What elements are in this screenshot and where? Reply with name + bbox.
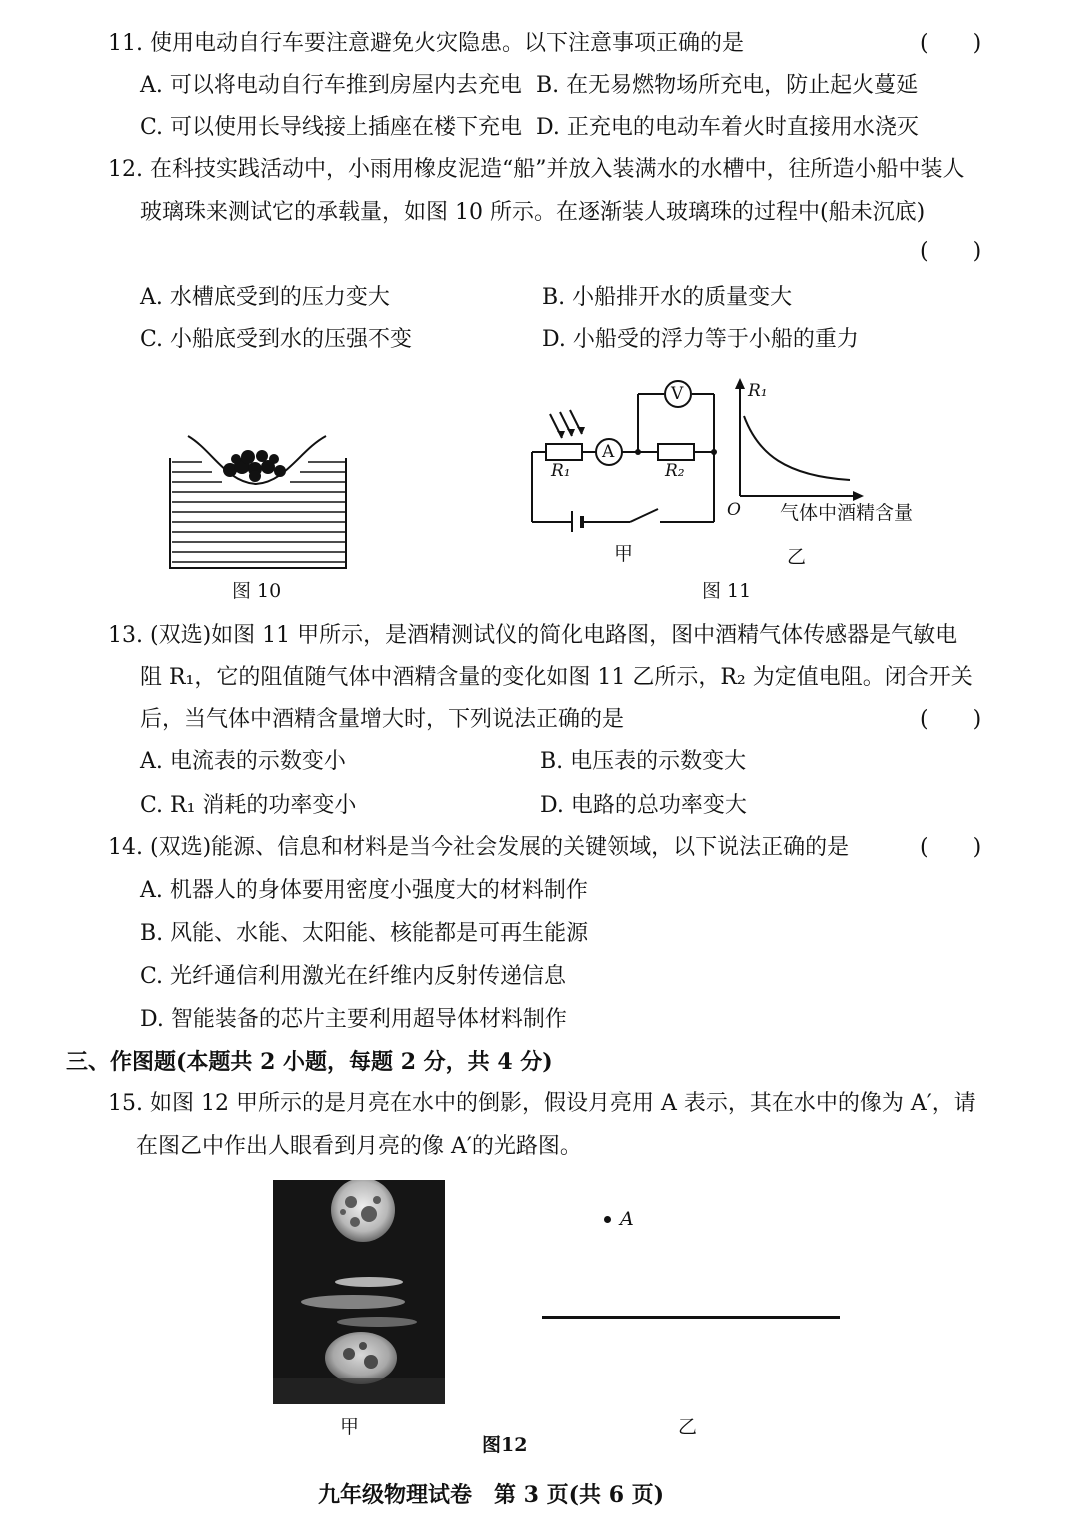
figure-12-yi-label: 乙 (678, 1416, 698, 1438)
figure-10-water-tank (160, 430, 360, 575)
q13-option-d: D. 电路的总功率变大 (540, 793, 747, 818)
point-a-dot (604, 1216, 611, 1223)
graph-x-axis-label: 气体中酒精含量 (780, 502, 914, 524)
q13-stem-line1: 13. (双选)如图 11 甲所示，是酒精测试仪的简化电路图，图中酒精气体传感器是气敏电 (108, 623, 958, 648)
resistor-r1-label: R₁ (551, 461, 571, 481)
q14-option-d: D. 智能装备的芯片主要利用超导体材料制作 (140, 1007, 567, 1032)
q14-option-c: C. 光纤通信利用激光在纤维内反射传递信息 (140, 964, 567, 989)
q13-option-c: C. R₁ 消耗的功率变小 (140, 793, 357, 818)
q12-option-a: A. 水槽底受到的压力变大 (140, 285, 390, 310)
q11-option-d: D. 正充电的电动车着火时直接用水浇灭 (536, 115, 919, 140)
water-surface-line (542, 1316, 840, 1319)
voltmeter-label: V (671, 384, 684, 404)
point-a-label: A (620, 1208, 634, 1230)
figure-12-moon-reflection-photo (273, 1180, 445, 1404)
figure-12-caption: 图12 (482, 1434, 528, 1456)
graph-origin-label: O (727, 500, 741, 520)
q12-answer-paren: ( ) (920, 239, 982, 264)
figure-11-circuit-diagram (520, 372, 720, 532)
q13-stem-line3: 后，当气体中酒精含量增大时，下列说法正确的是 (140, 707, 625, 732)
q13-option-a: A. 电流表的示数变小 (140, 749, 346, 774)
figure-11-jia-label: 甲 (614, 543, 634, 565)
q13-option-b: B. 电压表的示数变大 (540, 749, 747, 774)
q11-option-a: A. 可以将电动自行车推到房屋内去充电 (140, 73, 522, 98)
q12-option-c: C. 小船底受到水的压强不变 (140, 327, 413, 352)
q14-option-a: A. 机器人的身体要用密度小强度大的材料制作 (140, 878, 588, 903)
q12-stem-line1: 12. 在科技实践活动中，小雨用橡皮泥造“船”并放入装满水的水槽中，往所造小船中装人 (108, 157, 965, 182)
page-footer: 九年级物理试卷 第 3 页(共 6 页) (318, 1482, 665, 1508)
q13-answer-paren: ( ) (920, 707, 982, 732)
q15-stem-line2: 在图乙中作出人眼看到月亮的像 A′的光路图。 (136, 1134, 582, 1159)
q14-option-b: B. 风能、水能、太阳能、核能都是可再生能源 (140, 921, 589, 946)
figure-11-yi-label: 乙 (787, 546, 807, 568)
figure-10-caption: 图 10 (232, 580, 282, 602)
q12-option-d: D. 小船受的浮力等于小船的重力 (542, 327, 859, 352)
q15-stem-line1: 15. 如图 12 甲所示的是月亮在水中的倒影，假设月亮用 A 表示，其在水中的像为 A′，请 (108, 1091, 976, 1116)
ammeter-label: A (602, 442, 615, 462)
q11-stem: 11. 使用电动自行车要注意避免火灾隐患。以下注意事项正确的是 (108, 31, 744, 56)
figure-12-jia-label: 甲 (340, 1416, 360, 1438)
figure-11-caption: 图 11 (702, 580, 752, 602)
q11-option-b: B. 在无易燃物场所充电，防止起火蔓延 (536, 73, 919, 98)
resistor-r2-label: R₂ (665, 461, 685, 481)
q11-option-c: C. 可以使用长导线接上插座在楼下充电 (140, 115, 523, 140)
q14-answer-paren: ( ) (920, 835, 982, 860)
section-3-heading: 三、作图题(本题共 2 小题，每题 2 分，共 4 分) (66, 1049, 553, 1075)
q12-stem-line2: 玻璃珠来测试它的承载量，如图 10 所示。在逐渐装人玻璃珠的过程中(船未沉底) (140, 200, 926, 225)
q12-option-b: B. 小船排开水的质量变大 (542, 285, 793, 310)
q14-stem: 14. (双选)能源、信息和材料是当今社会发展的关键领域，以下说法正确的是 (108, 835, 850, 860)
graph-y-axis-label: R₁ (748, 381, 768, 401)
q13-stem-line2: 阻 R₁，它的阻值随气体中酒精含量的变化如图 11 乙所示，R₂ 为定值电阻。闭合开关 (140, 665, 973, 690)
q11-answer-paren: ( ) (920, 31, 982, 56)
